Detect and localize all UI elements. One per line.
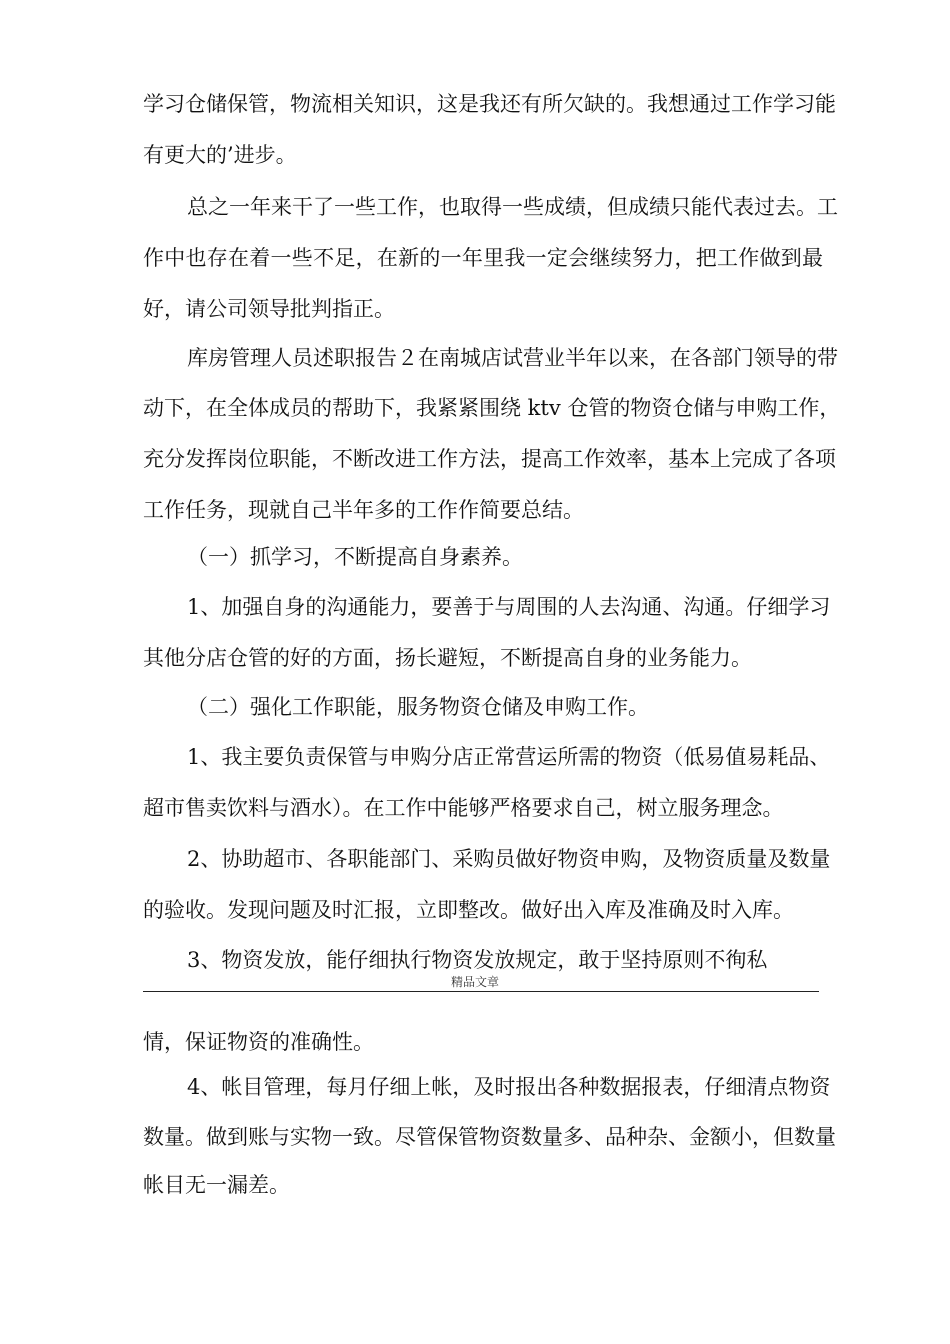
paragraph-line: 的验收。发现问题及时汇报，立即整改。做好出入库及准确及时入库。 — [143, 898, 794, 922]
paragraph-line: 工作任务，现就自己半年多的工作作简要总结。 — [143, 498, 584, 522]
paragraph-line: 4、帐目管理，每月仔细上帐，及时报出各种数据报表，仔细清点物资 — [187, 1075, 831, 1099]
paragraph-line: 学习仓储保管，物流相关知识，这是我还有所欠缺的。我想通过工作学习能 — [143, 92, 836, 116]
paragraph-line: 好，请公司领导批判指正。 — [143, 297, 395, 321]
paragraph-line: 2、协助超市、各职能部门、采购员做好物资申购，及物资质量及数量 — [187, 847, 831, 871]
paragraph-line: 库房管理人员述职报告２在南城店试营业半年以来，在各部门领导的带 — [187, 346, 838, 370]
paragraph-line: 数量。做到账与实物一致。尽管保管物资数量多、品种杂、金额小，但数量 — [143, 1125, 836, 1149]
page-footer: 精品文章 — [450, 975, 499, 989]
paragraph-line: 动下，在全体成员的帮助下，我紧紧围绕 ktv 仓管的物资仓储与申购工作， — [143, 396, 841, 420]
paragraph-line: 帐目无一漏差。 — [143, 1173, 290, 1197]
paragraph-line: 其他分店仓管的好的方面，扬长避短，不断提高自身的业务能力。 — [143, 646, 752, 670]
paragraph-line: 1、加强自身的沟通能力，要善于与周围的人去沟通、沟通。仔细学习 — [187, 595, 831, 619]
section-heading: （一）抓学习，不断提高自身素养。 — [187, 545, 523, 569]
paragraph-line: 总之一年来干了一些工作，也取得一些成绩，但成绩只能代表过去。工 — [187, 195, 838, 219]
paragraph-line: 作中也存在着一些不足，在新的一年里我一定会继续努力，把工作做到最 — [143, 246, 823, 270]
paragraph-line: 1、我主要负责保管与申购分店正常营运所需的物资（低易值易耗品、 — [187, 745, 831, 769]
paragraph-line: 3、物资发放，能仔细执行物资发放规定，敢于坚持原则不徇私 — [187, 948, 768, 972]
paragraph-line: 超市售卖饮料与酒水）。在工作中能够严格要求自己，树立服务理念。 — [143, 796, 784, 820]
paragraph-line: 充分发挥岗位职能，不断改进工作方法，提高工作效率，基本上完成了各项 — [143, 447, 836, 471]
paragraph-line: 情，保证物资的准确性。 — [143, 1030, 374, 1054]
paragraph-line: 有更大的’进步。 — [143, 143, 297, 167]
section-heading: （二）强化工作职能，服务物资仓储及申购工作。 — [187, 695, 649, 719]
footer-divider — [143, 991, 819, 992]
